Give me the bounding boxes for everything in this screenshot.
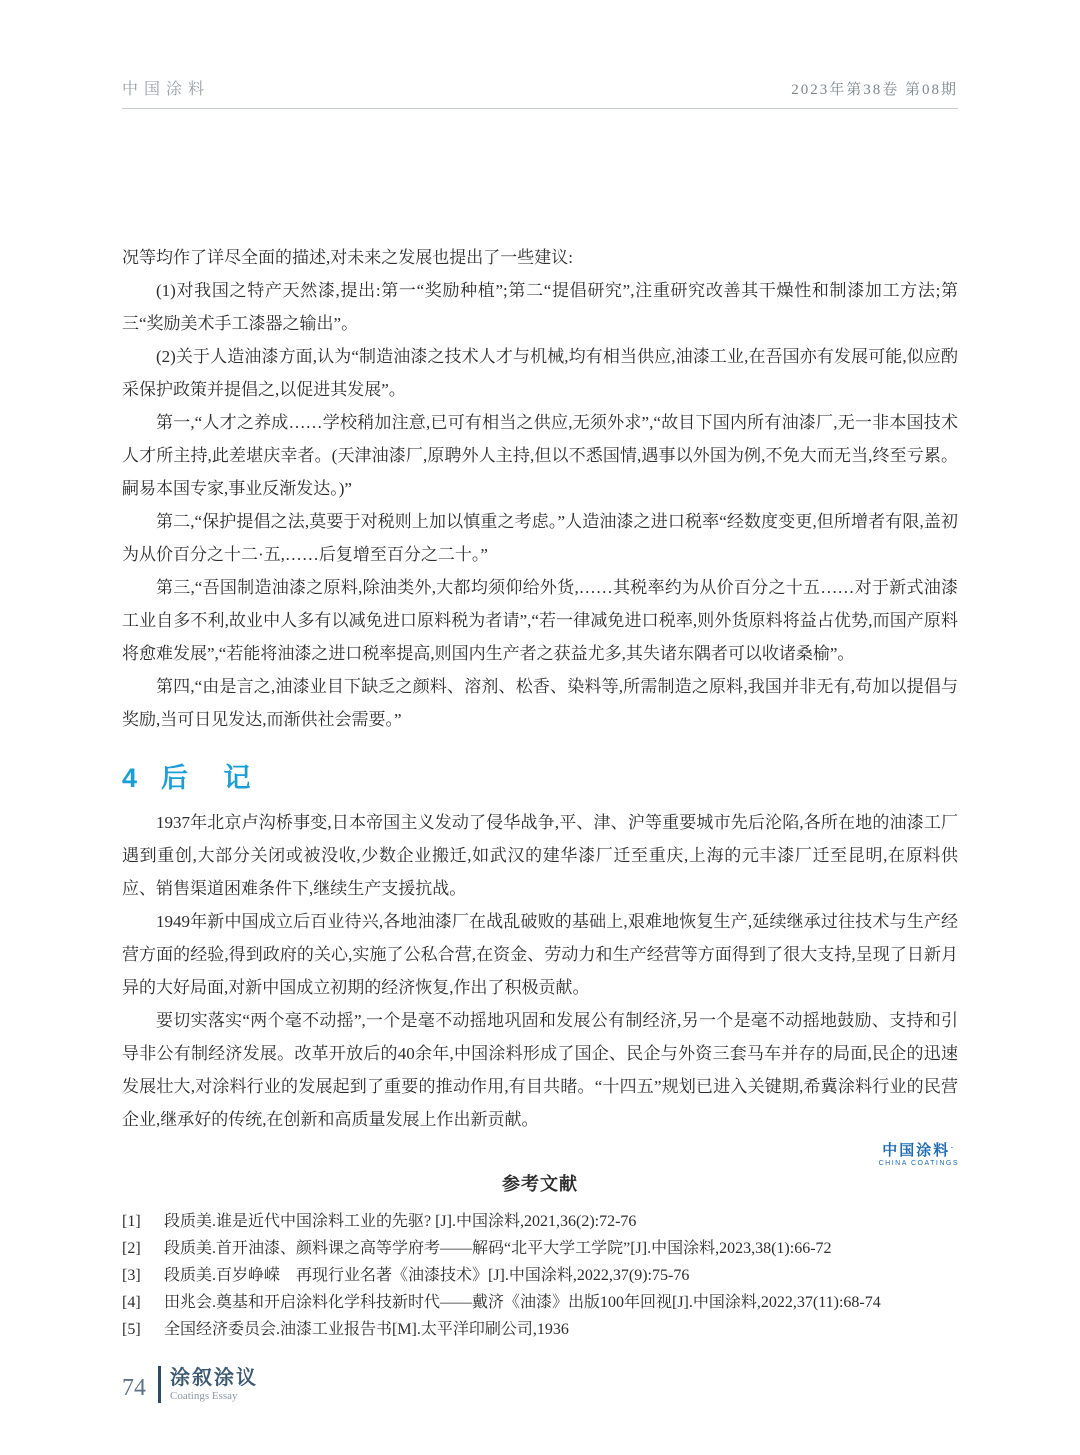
china-coatings-logo xyxy=(879,1143,959,1168)
content-column xyxy=(122,102,958,1343)
paragraph: 况等均作了详尽全面的描述,对未来之发展也提出了一些建议: xyxy=(122,248,573,267)
reference-text: 田兆会.奠基和开启涂料化学科技新时代——戴济《油漆》出版100年回视[J].中国涂料,2022,37(11):68-74 xyxy=(164,1294,881,1311)
reference-text: 全国经济委员会.油漆工业报告书[M].太平洋印刷公司,1936 xyxy=(164,1321,569,1338)
reference-label: [3] xyxy=(122,1267,141,1284)
reference-text: 段质美.谁是近代中国涂料工业的先驱? [J].中国涂料,2021,36(2):72-76 xyxy=(164,1213,637,1230)
paragraph: 要切实落实“两个毫不动摇”,一个是毫不动摇地巩固和发展公有制经济,另一个是毫不动摇地鼓励、支持和引导非公有制经济发展。改革开放后的40余年,中国涂料形成了国企、民企与外资三套马车并存的局面,民企的迅速发展壮大,对涂料行业的发展起到了重要的推动作用,有目共睹。“十四五”规划已进入关键期,希冀涂料行业的民营企业,继承好的传统,在创新和高质量发展上作出新贡献。 xyxy=(122,1011,958,1129)
column-subtitle: Coatings Essay xyxy=(170,1389,238,1402)
paragraph: 1949年新中国成立后百业待兴,各地油漆厂在战乱破败的基础上,艰难地恢复生产,延续继承过往技术与生产经营方面的经验,得到政府的关心,实施了公私合营,在资金、劳动力和生产经营等方面得到了很大支持,呈现了日新月异的大好局面,对新中国成立初期的经济恢复,作出了积极贡献。 xyxy=(122,912,958,997)
reference-label: [1] xyxy=(122,1213,141,1230)
section-heading-postscript xyxy=(122,762,958,794)
page-footer xyxy=(122,1366,258,1403)
reference-item xyxy=(122,1235,958,1262)
column-title: 涂叙涂议 xyxy=(170,1366,258,1389)
reference-item xyxy=(122,1262,958,1289)
section-title: 后 记 xyxy=(161,763,265,793)
reference-item xyxy=(122,1208,958,1235)
paragraph: 1937年北京卢沟桥事变,日本帝国主义发动了侵华战争,平、津、沪等重要城市先后沦陷,各所在地的油漆工厂遇到重创,大部分关闭或被没收,少数企业搬迁,如武汉的建华漆厂迁至重庆,上海的元丰漆厂迁至昆明,在原料供应、销售渠道困难条件下,继续生产支援抗战。 xyxy=(122,813,958,898)
reference-item xyxy=(122,1289,958,1316)
reference-item xyxy=(122,1316,958,1343)
logo-english-text: CHINA COATINGS xyxy=(878,1160,959,1167)
paragraph: (1)对我国之特产天然漆,提出:第一“奖励种植”;第二“提倡研究”,注重研究改善其干燥性和制漆加工方法;第三“奖励美术手工漆器之输出”。 xyxy=(122,281,958,333)
logo-chinese-text xyxy=(879,1143,959,1159)
footer-column-label xyxy=(170,1367,258,1403)
paragraph: 第二,“保护提倡之法,莫要于对税则上加以慎重之考虑。”人造油漆之进口税率“经数度变更,但所增者有限,盖初为从价百分之十二·五,……后复增至百分之二十。” xyxy=(122,512,958,564)
footer-divider-bar xyxy=(158,1366,161,1403)
body-text-block xyxy=(122,241,958,736)
section-number: 4 xyxy=(122,763,138,793)
logo-name: 中国涂料 xyxy=(882,1142,951,1159)
issue-info: 2023年第38卷 第08期 xyxy=(791,82,958,98)
page-number: 74 xyxy=(122,1375,146,1401)
reference-label: [4] xyxy=(122,1294,141,1311)
section-body-block xyxy=(122,806,958,1136)
reference-label: [5] xyxy=(122,1321,141,1338)
paragraph: 第四,“由是言之,油漆业目下缺乏之颜料、溶剂、松香、染料等,所需制造之原料,我国并非无有,苟加以提倡与奖励,当可日见发达,而渐供社会需要。” xyxy=(122,677,958,729)
references-heading: 参考文献 xyxy=(502,1174,578,1194)
reference-text: 段质美.百岁峥嵘 再现行业名著《油漆技术》[J].中国涂料,2022,37(9):75-76 xyxy=(164,1267,690,1284)
reference-text: 段质美.首开油漆、颜料课之高等学府考——解码“北平大学工学院”[J].中国涂料,2023,38(1):66-72 xyxy=(164,1240,832,1257)
journal-name: 中国涂料 xyxy=(122,81,211,98)
paragraph: 第一,“人才之养成……学校稍加注意,已可有相当之供应,无须外求”,“故目下国内所有油漆厂,无一非本国技术人才所主持,此差堪庆幸者。(天津油漆厂,原聘外人主持,但以不悉国情,遇事以外国为例,不免大而无当,终至亏累。嗣易本国专家,事业反渐发达。)” xyxy=(122,413,958,498)
paragraph: 第三,“吾国制造油漆之原料,除油类外,大都均须仰给外货,……其税率约为从价百分之十五……对于新式油漆工业自多不利,故业中人多有以减免进口原料税为者请”,“若一律减免进口税率,则外货原料将益占优势,而国产原料将愈难发展”,“若能将油漆之进口税率提高,则国内生产者之获益尤多,其失诸东隅者可以收诸桑榆”。 xyxy=(122,578,958,663)
paragraph: (2)关于人造油漆方面,认为“制造油漆之技术人才与机械,均有相当供应,油漆工业,在吾国亦有发展可能,似应酌采保护政策并提倡之,以促进其发展”。 xyxy=(122,347,958,399)
references-section xyxy=(122,1170,958,1343)
references-list xyxy=(122,1208,958,1343)
logo-trademark-mark: ˙ xyxy=(950,1146,956,1156)
reference-label: [2] xyxy=(122,1240,141,1257)
